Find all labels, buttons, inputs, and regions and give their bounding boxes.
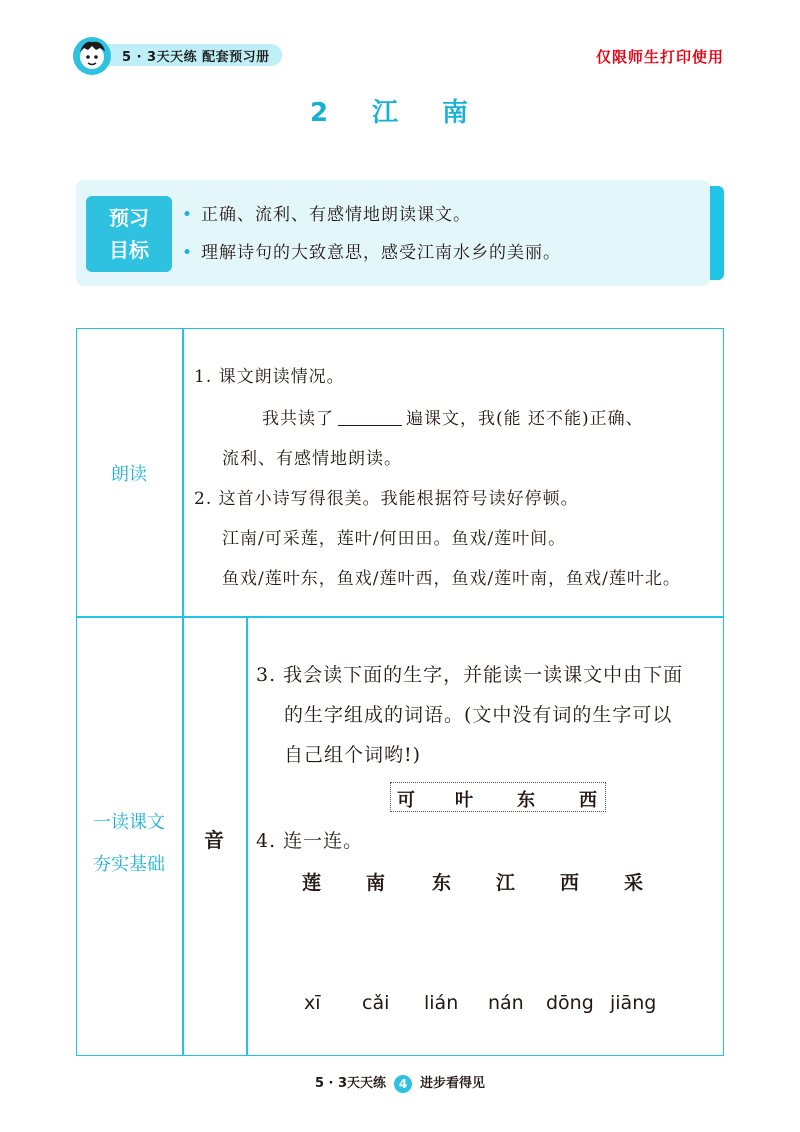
answer-blank[interactable] (338, 408, 402, 426)
char-item: 可 (397, 790, 415, 811)
match-pinyin[interactable]: jiāng (610, 992, 657, 1014)
q4-title: 4. 连一连。 (256, 830, 364, 852)
q3-line1: 3. 我会读下面的生字，并能读一读课文中由下面 (256, 664, 684, 686)
q3-line2: 的生字组成的词语。(文中没有词的生字可以 (284, 704, 673, 726)
q1-line1-a: 我共读了 (262, 409, 334, 429)
q2-title: 2. 这首小诗写得很美。我能根据符号读好停顿。 (194, 489, 579, 509)
foundation-section-label (76, 802, 182, 886)
exercise-table (76, 328, 724, 1056)
bullet-icon: • (182, 243, 194, 263)
footer-brand: 5 · 3天天练 (314, 1076, 387, 1091)
mascot-icon (72, 36, 112, 76)
q2-line1: 江南/可采莲，莲叶/何田田。鱼戏/莲叶间。 (222, 529, 567, 549)
lesson-title (0, 92, 800, 129)
match-pinyin[interactable]: cǎi (362, 992, 390, 1014)
badge-text: 5 · 3天天练 配套预习册 (122, 50, 270, 65)
match-char[interactable]: 南 (366, 872, 386, 894)
q1-title: 1. 课文朗读情况。 (194, 367, 345, 387)
q1-line2: 流利、有感情地朗读。 (222, 449, 402, 469)
match-pinyin[interactable]: lián (424, 992, 459, 1014)
match-char[interactable]: 东 (432, 872, 452, 894)
match-char[interactable]: 莲 (302, 872, 322, 894)
match-pinyin[interactable]: xī (304, 992, 321, 1014)
char-item: 西 (579, 790, 597, 811)
page-number: 4 (394, 1075, 412, 1093)
footer-slogan: 进步看得见 (420, 1076, 486, 1091)
q1-line1 (262, 404, 644, 429)
char-item: 东 (517, 790, 535, 811)
q1-line1-b: 遍课文，我(能 还不能)正确、 (406, 409, 644, 429)
foundation-label-line1: 一读课文 (93, 812, 165, 833)
goal-text: 理解诗句的大致意思，感受江南水乡的美丽。 (201, 243, 562, 263)
table-divider (246, 616, 248, 1056)
match-char[interactable]: 西 (560, 872, 580, 894)
character-box (390, 782, 606, 812)
title-char: 南 (442, 98, 469, 128)
reading-section-label: 朗读 (111, 464, 147, 485)
table-divider (182, 328, 184, 1056)
bullet-icon: • (182, 205, 194, 225)
foundation-label-line2: 夯实基础 (93, 854, 165, 875)
goals-label (86, 196, 172, 272)
sound-label: 音 (204, 828, 224, 852)
q2-line2: 鱼戏/莲叶东，鱼戏/莲叶西，鱼戏/莲叶南，鱼戏/莲叶北。 (222, 569, 681, 589)
goal-text: 正确、流利、有感情地朗读课文。 (201, 205, 472, 225)
goals-label-line1: 预习 (109, 206, 149, 230)
char-item: 叶 (455, 790, 473, 811)
match-pinyin[interactable]: dōng (546, 992, 594, 1014)
goals-edge (710, 186, 724, 280)
header-badge (72, 36, 284, 76)
goal-item (182, 240, 561, 278)
table-divider (76, 616, 724, 618)
match-pinyin[interactable]: nán (488, 992, 524, 1014)
match-char[interactable]: 采 (624, 872, 644, 894)
footer (0, 1072, 800, 1093)
q3-line3: 自己组个词哟!) (284, 744, 422, 766)
title-char: 江 (372, 98, 399, 128)
goals-label-line2: 目标 (109, 238, 149, 262)
match-char[interactable]: 江 (496, 872, 516, 894)
goals-list (182, 202, 561, 278)
lesson-number: 2 (309, 98, 329, 128)
print-note: 仅限师生打印使用 (595, 48, 724, 66)
goal-item (182, 202, 561, 240)
